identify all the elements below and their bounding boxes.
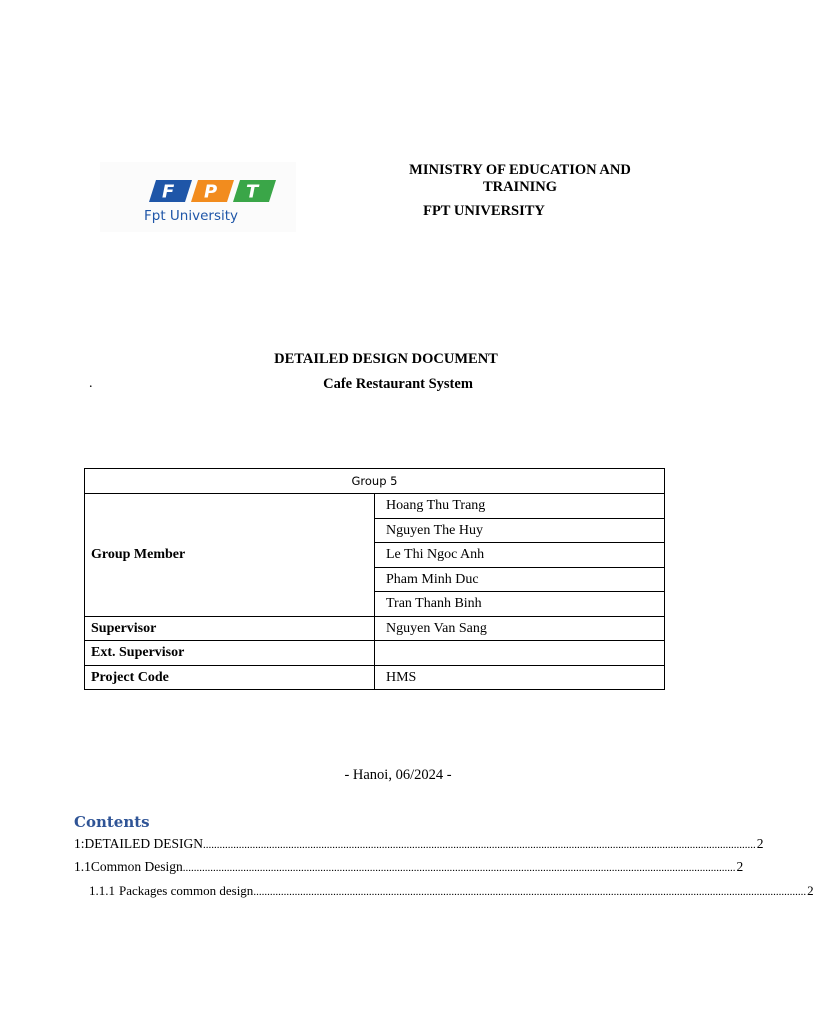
toc-leader-dots: ......................................................................................................................................................................................................... bbox=[203, 839, 756, 851]
table-row bbox=[85, 469, 665, 494]
svg-text:Fpt University: Fpt University bbox=[144, 208, 239, 224]
toc-entry-page: 2 bbox=[736, 859, 744, 874]
toc-entry[interactable] bbox=[74, 859, 744, 875]
supervisor-label: Supervisor bbox=[85, 616, 375, 641]
fpt-university-logo bbox=[100, 162, 296, 232]
ext-supervisor-value bbox=[375, 641, 665, 666]
contents-heading: Contents bbox=[74, 813, 150, 831]
table-row bbox=[85, 665, 665, 690]
university-heading: FPT UNIVERSITY bbox=[423, 203, 545, 219]
place-date: - Hanoi, 06/2024 - bbox=[344, 767, 452, 783]
toc-entry-text: Packages common design bbox=[119, 883, 254, 898]
member-name: Tran Thanh Binh bbox=[375, 592, 665, 617]
member-name: Pham Minh Duc bbox=[375, 567, 665, 592]
member-name: Le Thi Ngoc Anh bbox=[375, 543, 665, 568]
table-row bbox=[85, 494, 665, 519]
ext-supervisor-label: Ext. Supervisor bbox=[85, 641, 375, 666]
project-info-table bbox=[84, 468, 665, 690]
toc-entry-page: 2 bbox=[756, 836, 764, 851]
project-code-value: HMS bbox=[375, 665, 665, 690]
svg-text:F: F bbox=[162, 181, 175, 203]
project-code-label: Project Code bbox=[85, 665, 375, 690]
table-row bbox=[85, 616, 665, 641]
toc-entry-text: Common Design bbox=[90, 859, 183, 874]
group-member-label: Group Member bbox=[85, 494, 375, 617]
member-name: Nguyen The Huy bbox=[375, 518, 665, 543]
document-subtitle: Cafe Restaurant System bbox=[323, 376, 473, 392]
ministry-heading: MINISTRY OF EDUCATION AND TRAINING bbox=[409, 162, 631, 195]
svg-text:P: P bbox=[204, 181, 218, 203]
toc-entry[interactable] bbox=[74, 836, 764, 852]
document-title: DETAILED DESIGN DOCUMENT bbox=[274, 351, 498, 367]
toc-entry[interactable] bbox=[89, 883, 814, 899]
toc-entry-number: 1.1.1 bbox=[89, 883, 115, 898]
member-name: Hoang Thu Trang bbox=[375, 494, 665, 519]
toc-entry-number: 1.1 bbox=[74, 859, 91, 874]
supervisor-value: Nguyen Van Sang bbox=[375, 616, 665, 641]
toc-entry-number: 1: bbox=[74, 836, 85, 851]
toc-leader-dots: ......................................................................................................................................................................................................... bbox=[253, 886, 807, 898]
svg-text:T: T bbox=[246, 181, 259, 203]
toc-leader-dots: ......................................................................................................................................................................................................... bbox=[182, 862, 736, 874]
toc-entry-text: DETAILED DESIGN bbox=[84, 836, 204, 851]
group-cell: Group 5 bbox=[85, 469, 665, 494]
table-row bbox=[85, 641, 665, 666]
toc-entry-page: 2 bbox=[807, 883, 814, 898]
stray-dot: . bbox=[89, 376, 93, 391]
